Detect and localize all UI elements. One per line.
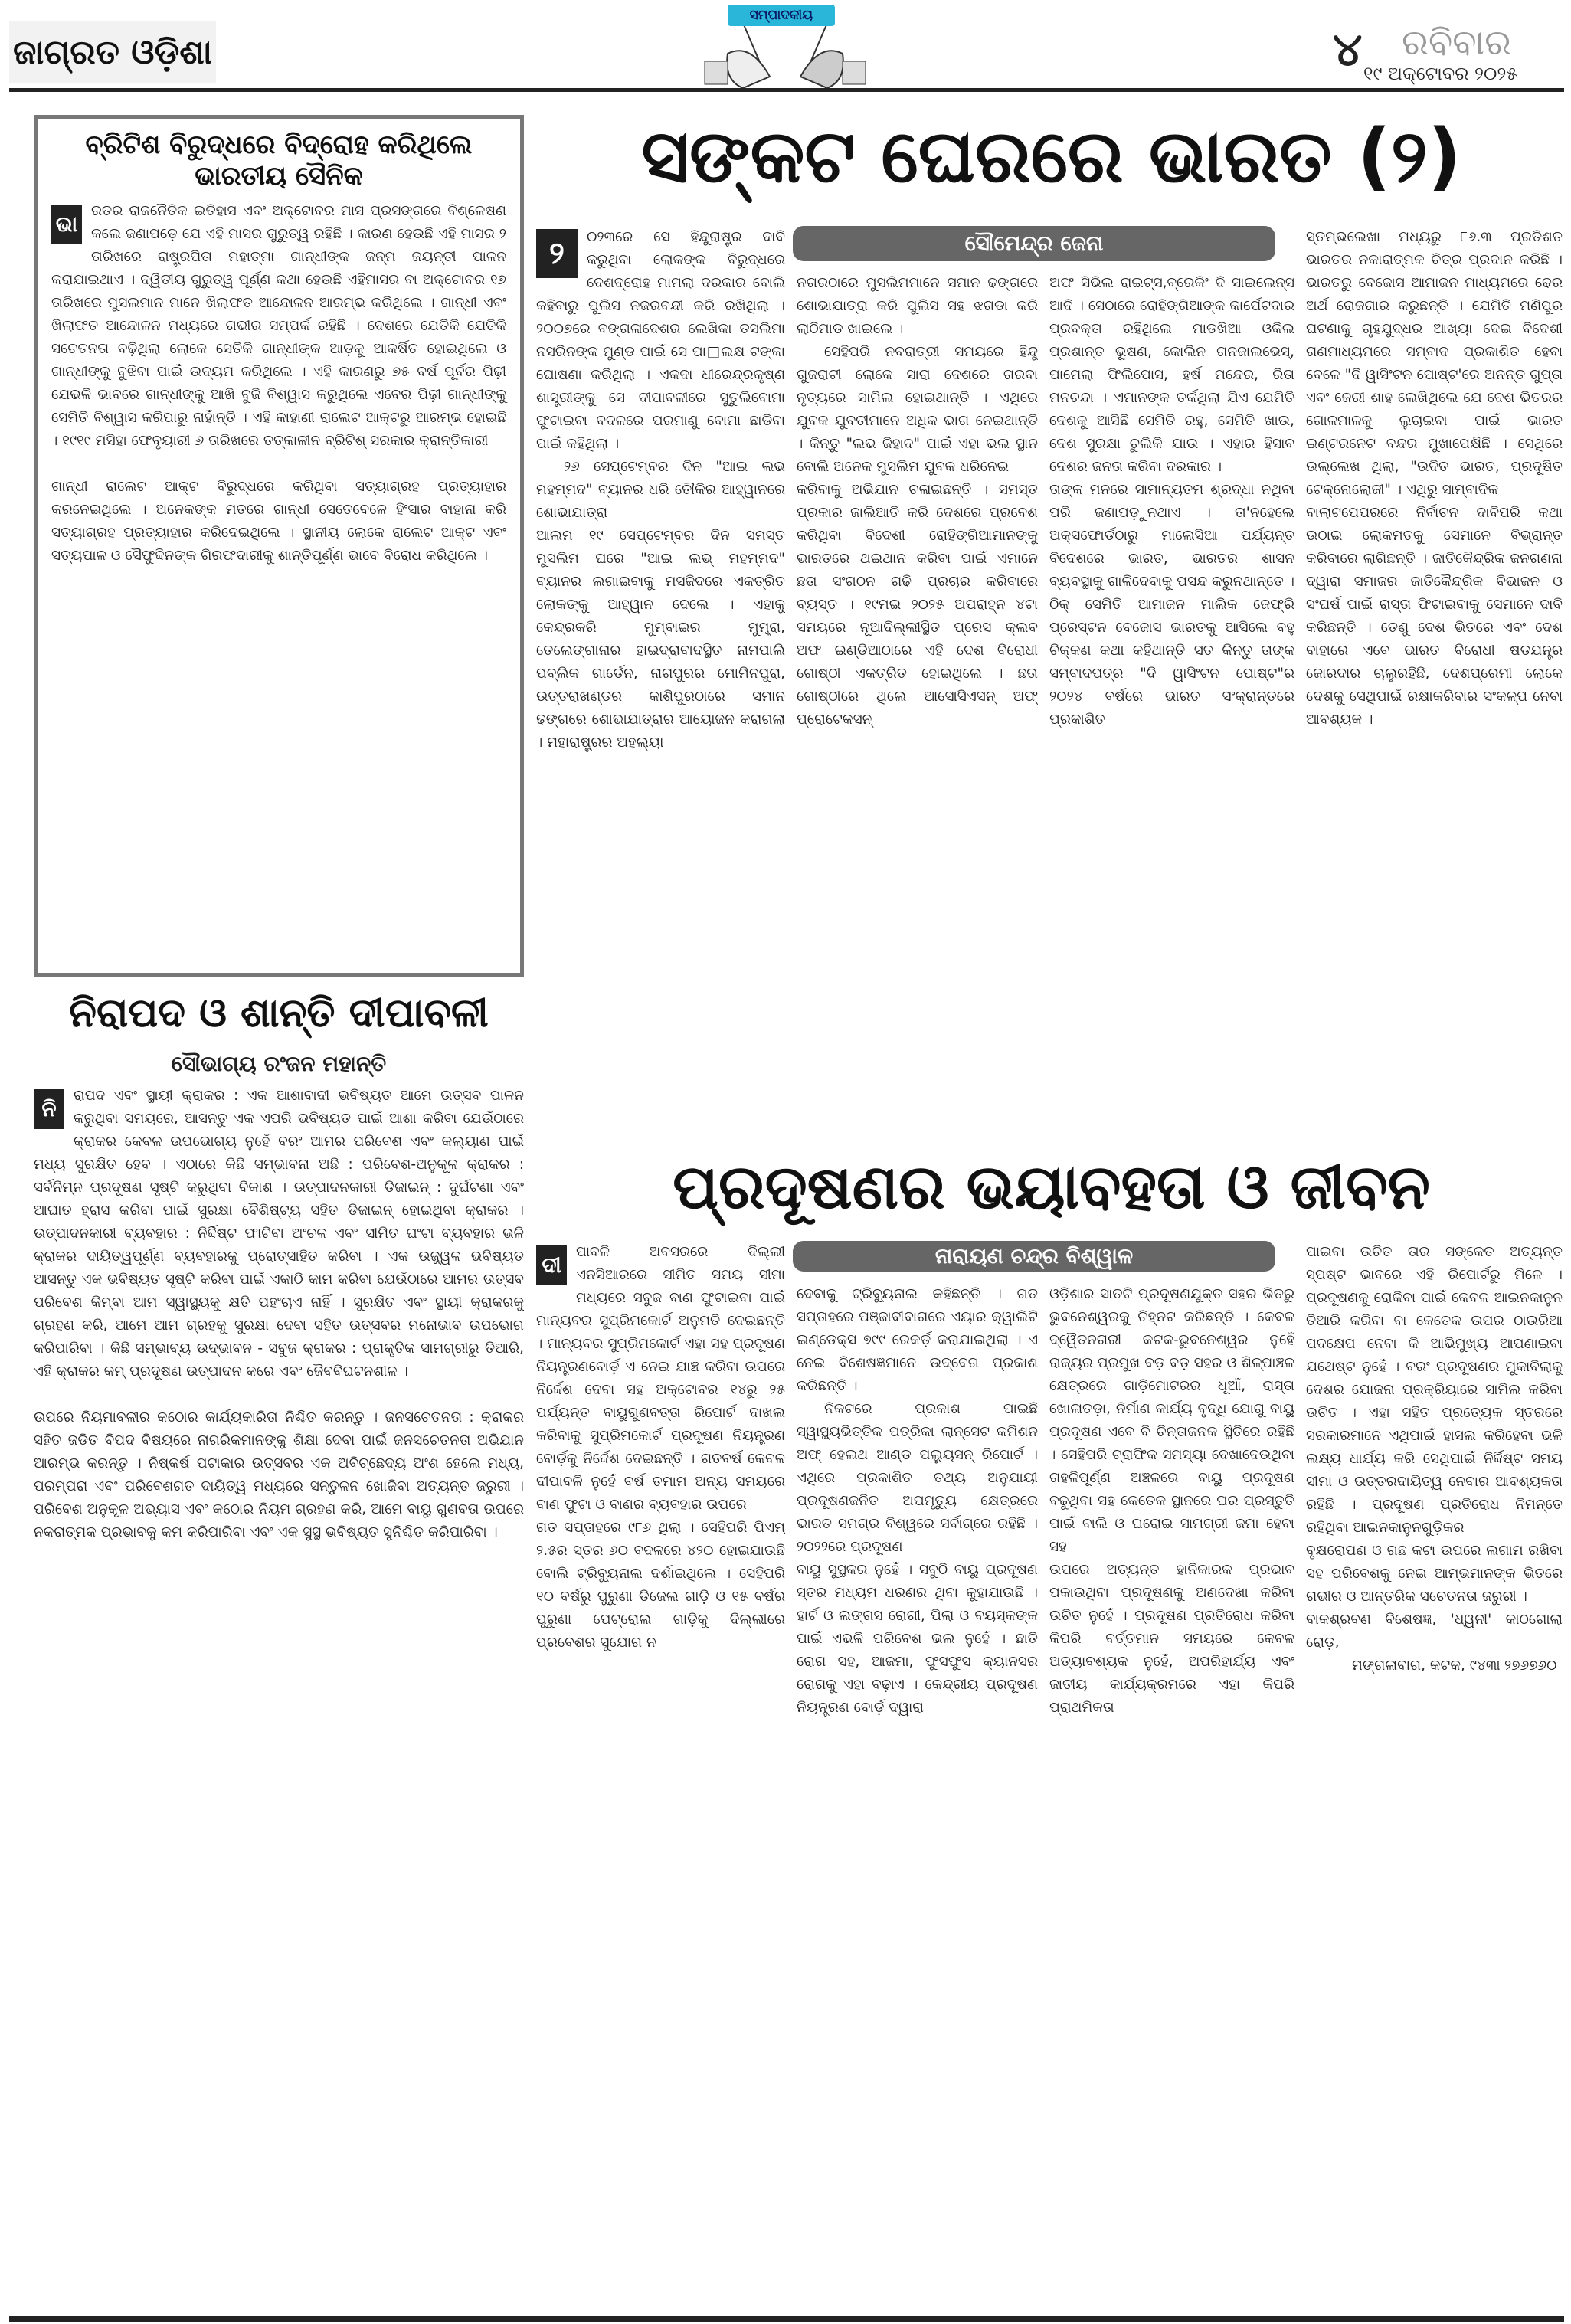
weekday: ରବିବାର: [1402, 21, 1511, 63]
paragraph: କରିବାକୁ ଅଭିଯାନ ଚଳାଇଛନ୍ତି । ସମସ୍ତ ପ୍ରକାର ଜାଲିଆତି କରି ଦେଶରେ ପ୍ରବେଶ କରିଥିବା ବିଦେଶୀ ରୋହିଙ୍ଗିଆମାନଙ୍କୁ ଭାରତରେ ଥଇଥାନ କରିବା ପାଇଁ ଏମାନେ ଛତା ସଂଗଠନ ଗଢି ପ୍ରଚାର କରିବାରେ ବ୍ୟସ୍ତ । ୧୯ମଇ ୨୦୨୫ ଅପରାହ୍ନ ୪ଟା ସମୟରେ ନୂଆଦିଲ୍ଲୀସ୍ଥିତ ପ୍ରେସ କ୍ଲବ ଅଫ ଇଣ୍ଡିଆଠାରେ ଏହି ଦେଶ ବିରୋଧୀ ଗୋଷ୍ଠୀ ଏକତ୍ରିତ ହୋଇଥିଲେ । ଛତା ଗୋଷ୍ଠୀରେ ଥିଲେ ଆସୋସିଏସନ୍ ଅଫ୍ ପ୍ରୋଟେକସନ୍: [797, 482, 1038, 728]
author-address: ମଙ୍ଗଳାବାଗ, କଟକ, ୯୪୩୮୨୭୬୭୬୦: [1352, 1658, 1557, 1674]
page-bottom-rule: [9, 2316, 1564, 2322]
author-note: ବାକଶ୍ରବଣ ବିଶେଷଜ୍ଞ, 'ଧ୍ୱନୀ' କାଠଗୋଲା ରୋଡ଼,: [1306, 1612, 1563, 1651]
paragraph: ପାବଳି ଅବସରରେ ଦିଲ୍ଲୀ ଏନସିଆରରେ ସୀମିତ ସମୟ ସୀମା ମଧ୍ୟରେ ସବୁଜ ବାଣ ଫୁଟାଇବା ପାଇଁ ମାନ୍ୟବର ସୁପ୍ରିମକୋର୍ଟ ଅନୁମତି ଦେଇଛନ୍ତି । ମାନ୍ୟବର ସୁପ୍ରିମକୋର୍ଟ ଏହା ସହ ପ୍ରଦୂଷଣ ନିୟନ୍ତ୍ରଣବୋର୍ଡ଼ ଏ ନେଇ ଯାଞ୍ଚ କରିବା ଉପରେ ନିର୍ଦ୍ଦେଶ ଦେବା ସହ ଅକ୍ଟୋବର ୧୪ରୁ ୨୫ ପର୍ଯ୍ୟନ୍ତ ବାୟୁଗୁଣବତ୍ତା ରିପୋର୍ଟ ଦାଖଲ କରିବାକୁ ସୁପ୍ରିମକୋର୍ଟ ପ୍ରଦୂଷଣ ନିୟନ୍ତ୍ରଣ ବୋର୍ଡ଼କୁ ନିର୍ଦ୍ଦେଶ ଦେଇଛନ୍ତି । ଗତବର୍ଷ କେବଳ ଦୀପାବଳି ନୁହେଁ ବର୍ଷ ତମାମ ଅନ୍ୟ ସମୟରେ ବାଣ ଫୁଟା ଓ ବାଣର ବ୍ୟବହାର ଉପରେ: [536, 1244, 785, 1513]
column-3: [1049, 272, 1294, 1126]
paragraph: ନଗରଠାରେ ମୁସଲିମମାନେ ସମାନ ଢଙ୍ଗରେ ଶୋଭାଯାତ୍ରା କରି ପୁଲିସ ସହ ଝଗଡା କରି ଲାଠିମାଡ ଖାଇଲେ ।: [797, 275, 1038, 337]
paragraph: ଓଡ଼ିଶାର ସାତଟି ପ୍ରଦୂଷଣଯୁକ୍ତ ସହର ଭିତରୁ ଭୁବନେଶ୍ୱରକୁ ଚିହ୍ନଟ କରିଛନ୍ତି । କେବଳ ଦ୍ୱୈତନଗରୀ କଟକ-ଭୁବନେଶ୍ୱର ନୁହେଁ ରାଜ୍ୟର ପ୍ରମୁଖ ବଡ଼ ବଡ଼ ସହର ଓ ଶିଳ୍ପାଞ୍ଚଳ କ୍ଷେତ୍ରରେ ଗାଡ଼ିମୋଟରର ଧୂଆଁ, ରାସ୍ତା ଖୋଳାତଡ଼ା, ନିର୍ମାଣ କାର୍ଯ୍ୟ ବୃଦ୍ଧି ଯୋଗୁ ବାୟୁ ପ୍ରଦୂଷଣ ଏବେ ବି ଚିନ୍ତାଜନକ ସ୍ଥିତିରେ ରହିଛି । ସେହିପରି ଟ୍ରାଫିକ ସମସ୍ୟା ଦେଖାଦେଉଥିବା ଗହଳିପୂର୍ଣ୍ଣ ଅଞ୍ଚଳରେ ବାୟୁ ପ୍ରଦୂଷଣ ବଢୁଥିବା ସହ କେତେକ ସ୍ଥାନରେ ଘର ପ୍ରସ୍ତୁତି ପାଇଁ ବାଲି ଓ ଘରୋଇ ସାମଗ୍ରୀ ଜମା ହେବା ସହ: [1049, 1286, 1294, 1555]
masthead: [0, 0, 1571, 90]
paragraph: ନିକଟରେ ପ୍ରକାଶ ପାଇଛି ସ୍ୱାସ୍ଥ୍ୟଭିତ୍ତିକ ପତ୍ରିକା ଲାନ୍‌ସେଟ କମିଶନ ଅଫ୍ ହେଲଥ ଆଣ୍ଡ ପଲ୍ୟୁସନ୍ ରିପୋର୍ଟ । ଏଥିରେ ପ୍ରକାଶିତ ତଥ୍ୟ ଅନୁଯାୟୀ ପ୍ରଦୂଷଣଜନିତ ଅପମୃତ୍ୟୁ କ୍ଷେତ୍ରରେ ଭାରତ ସମଗ୍ର ବିଶ୍ୱରେ ସର୍ବାଗ୍ରେ ରହିଛି । ୨୦୨୨ରେ ପ୍ରଦୂଷଣ: [797, 1401, 1038, 1555]
article-body: [51, 200, 506, 568]
headline-band: [536, 1141, 1566, 1233]
column-4: [1306, 1241, 1563, 2313]
issue-date: ୧୯ ଅକ୍ଟୋବର ୨୦୨୫: [1363, 63, 1518, 84]
article-ending: ଗାନ୍ଧୀ ରାଲେଟ ଆକ୍ଟ ବିରୁଦ୍ଧରେ କରିଥିବା ସତ୍ୟାଗ୍ରହ ପ୍ରତ୍ୟାହାର କରନେଇଥିଲେ । ଅନେକଙ୍କ ମତରେ ଗାନ୍ଧୀ ସେତେବେଳେ ହିଂସାର ବାହାନା କରି ସତ୍ୟାଗ୍ରହ ପ୍ରତ୍ୟାହାର କରିଦେଇଥିଲେ । ସ୍ଥାନୀୟ ଲୋକେ ରାଲେଟ ଆକ୍ଟ ଏବଂ ସତ୍ୟପାଳ ଓ ସୈଫୁଦ୍ଦିନଙ୍କ ଗିରଫଦାରୀକୁ ଶାନ୍ତିପୂର୍ଣ୍ଣ ଭାବେ ବିରୋଧ କରିଥିଲେ ।: [51, 478, 506, 564]
dropcap: ନି: [34, 1089, 64, 1129]
paragraph: ଆଲମ ୧୯ ସେପ୍ଟେମ୍ବର ଦିନ ସମସ୍ତ ମୁସଲିମ ଘରେ "ଆଇ ଲଭ୍ ମହମ୍ମଦ" ବ୍ୟାନର ଲଗାଇବାକୁ ମସଜିଦରେ ଏକତ୍ରିତ ଲୋକଙ୍କୁ ଆହ୍ୱାନ ଦେଲେ । ଏହାକୁ କେନ୍ଦ୍ରକରି ମୁମ୍ବାଇର ମୁମ୍ବ୍ରା, ତେଲେଙ୍ଗାନାର ହାଇଦ୍ରାବାଦସ୍ଥିତ ନାମପାଲି ପବ୍ଲିକ ଗାର୍ଡେନ, ନାଗପୁରର ମୋମିନପୁରା, ଉତ୍ତରାଖଣ୍ଡର କାଶିପୁରଠାରେ ସମାନ ଢଙ୍ଗରେ ଶୋଭାଯାତ୍ରାର ଆୟୋଜନ କରାଗଲା । ମହାରାଷ୍ଟ୍ରର ଅହଲ୍ୟା: [536, 528, 785, 751]
paragraph: ଦେବାକୁ ଟ୍ରିବ୍ୟୁନାଲ କହିଛନ୍ତି । ଗତ ସପ୍ତାହରେ ପଞ୍ଜାବୀବାଗରେ ଏୟାର କ୍ୱାଲିଟି ଇଣ୍ଡେକ୍ସ ୭୯୯ ରେକର୍ଡ଼ କରାଯାଇଥିଲା । ଏ ନେଇ ବିଶେଷଜ୍ଞମାନେ ଉଦ୍‌ବେଗ ପ୍ରକାଶ କରିଛନ୍ତି ।: [797, 1286, 1038, 1394]
article-body: [34, 1085, 524, 1544]
author-byline: ନାରାୟଣ ଚନ୍ଦ୍ର ବିଶ୍ୱାଳ: [793, 1241, 1275, 1272]
paragraph: ଗତ ସପ୍ତାହରେ ୯୮୬ ଥିଲା । ସେହିପରି ପିଏମ୍ ୨.୫ର ସ୍ତର ୬୦ ବଦଳରେ ୪୨୦ ହୋଇଯାଉଛି ବୋଲି ଟ୍ରିବ୍ୟୁନାଲ ଦର୍ଶାଇଥିଲେ । ସେହିପରି ୧୦ ବର୍ଷରୁ ପୁରୁଣା ଡିଜେଲ ଗାଡ଼ି ଓ ୧୫ ବର୍ଷର ପୁରୁଣା ପେଟ୍ରୋଲ ଗାଡ଼ିକୁ ଦିଲ୍ଲୀରେ ପ୍ରବେଶର ସୁଯୋଗ ନ: [536, 1520, 785, 1651]
paragraph: ଉପରେ ଅତ୍ୟନ୍ତ ହାନିକାରକ ପ୍ରଭାବ ପକାଉଥିବା ପ୍ରଦୂଷଣକୁ ଅଣଦେଖା କରିବା ଉଚିତ ନୁହେଁ । ପ୍ରଦୂଷଣ ପ୍ରତିରୋଧ କରିବା କିପରି ବର୍ତ୍ତମାନ ସମୟରେ କେବଳ ଅତ୍ୟାବଶ୍ୟକ ନୁହେଁ, ଅପରିହାର୍ଯ୍ୟ ଏବଂ ଜାତୀୟ କାର୍ଯ୍ୟକ୍ରମରେ ଏହା କିପରି ପ୍ରାଥମିକତା: [1049, 1562, 1294, 1716]
editorial-emblem: [659, 0, 912, 92]
masthead-rule: [9, 88, 1564, 92]
article-india-in-crisis: [536, 100, 1566, 1126]
article-ending: ଉପରେ ନିୟମାବଳୀର କଠୋର କାର୍ଯ୍ୟକାରିତା ନିଶ୍ଚିତ କରନ୍ତୁ । ଜନସଚେତନତା : କ୍ରାକର ସହିତ ଜଡିତ ବିପଦ ବିଷୟରେ ନାଗରିକମାନଙ୍କୁ ଶିକ୍ଷା ଦେବା ପାଇଁ ଜନସଚେତନତା ଅଭିଯାନ ଆରମ୍ଭ କରନ୍ତୁ । ନିଷ୍କର୍ଷ ପଟାକାର ଉତ୍ସବର ଏକ ଅବିଚ୍ଛେଦ୍ୟ ଅଂଶ ହେଲେ ମଧ୍ୟ, ପରମ୍ପରା ଏବଂ ପରିବେଶଗତ ଦାୟିତ୍ୱ ମଧ୍ୟରେ ସନ୍ତୁଳନ ଖୋଜିବା ଅତ୍ୟନ୍ତ ଜରୁରୀ । ପରିବେଶ ଅନୁକୂଳ ଅଭ୍ୟାସ ଏବଂ କଠୋର ନିୟମ ଗ୍ରହଣ କରି, ଆମେ ବାୟୁ ଗୁଣବତା ଉପରେ ନକରାତ୍ମକ ପ୍ରଭାବକୁ କମ କରିପାରିବା ଏବଂ ଏକ ସୁସ୍ଥ ଭବିଷ୍ୟତ ସୁନିଶ୍ଚିତ କରିପାରିବା ।: [34, 1409, 524, 1540]
column-2: [797, 272, 1038, 1126]
article-headline: ବ୍ରିଟିଶ ବିରୁଦ୍ଧରେ ବିଦ୍ରୋହ କରିଥିଲେ ଭାରତୀୟ ସୈନିକ: [85, 129, 473, 191]
paragraph: ସ୍ତମ୍ଭଲେଖା ମଧ୍ୟରୁ ୮୬.୩ ପ୍ରତିଶତ ଭାରତର ନକାରାତ୍ମକ ଚିତ୍ର ପ୍ରଦାନ କରିଛି । ଭାରତରୁ ବେଜୋସ ଆମାଜନ ମାଧ୍ୟମରେ ଢେର ଅର୍ଥ ରୋଜଗାର କରୁଛନ୍ତି । ଯେମିତି ମଣିପୁର ଘଟଣାକୁ ଗୃହଯୁଦ୍ଧର ଆଖ୍ୟା ଦେଇ ବିଦେଶୀ ଗଣମାଧ୍ୟମରେ ସମ୍ବାଦ ପ୍ରକାଶିତ ହେବା ବେଳେ "ଦି ୱାସିଂଟନ ପୋଷ୍ଟ'ରେ ଅନନ୍ତ ଗୁପ୍ତା ଏବଂ ଜେରୀ ଶାହ ଲେଖିଥିଲେ ଯେ ଦେଶ ଭିତରର ଗୋଳମାଳକୁ ଲୁଚାଇବା ପାଇଁ ଭାରତ ଇଣ୍ଟରନେଟ ବନ୍ଦର ମୁଖାପେକ୍ଷିଛି । ସେଥିରେ ଉଲ୍ଲେଖ ଥିଲା, "ଉଦିତ ଭାରତ, ପ୍ରଦୂଷିତ ଟେକ୍ନୋଲୋଜୀ" । ଏଥିରୁ ସାମ୍ବାଦିକ: [1306, 229, 1563, 498]
paragraph: ବୃକ୍ଷରୋପଣ ଓ ଗଛ କଟା ଉପରେ ଲଗାମ ରଖିବା ସହ ପରିବେଶକୁ ନେଇ ଆମ୍ଭମାନଙ୍କ ଭିତରେ ଗଭୀର ଓ ଆନ୍ତରିକ ସଚେତନତା ଜରୁରୀ ।: [1306, 1543, 1563, 1605]
paragraph: ବାଲାଟପେପରରେ ନିର୍ବାଚନ ଦାବିପରି କଥା ଉଠାଇ ଲୋକମତକୁ ସେମାନେ ବିଭ୍ରାନ୍ତ କରିବାରେ ଲାଗିଛନ୍ତି । ଜାତିକୈନ୍ଦ୍ରିକ ଜନଗଣନା ଦ୍ୱାରା ସମାଜର ଜାତିକୈନ୍ଦ୍ରିକ ବିଭାଜନ ଓ ସଂଘର୍ଷ ପାଇଁ ରାସ୍ତା ଫିଟାଇବାକୁ ସେମାନେ ଦାବି କରିଛନ୍ତି । ତେଣୁ ଦେଶ ଭିତରେ ଏବଂ ଦେଶ ବାହାରେ ଏବେ ଭାରତ ବିରୋଧୀ ଷଡଯନ୍ତ୍ର ଜୋରଦାର ଚାଲୁରହିଛି, ଦେଶପ୍ରେମୀ ଲୋକେ ଦେଶକୁ ସେଥିପାଇଁ ରକ୍ଷାକରିବାର ସଂକଳ୍ପ ନେବା ଆବଶ୍ୟକ ।: [1306, 505, 1563, 728]
newspaper-logo: ଜାଗ୍ରତ ଓଡ଼ିଶା: [9, 21, 216, 83]
headline-band: [536, 100, 1566, 214]
column-1: [536, 1241, 785, 2313]
paragraph: ତାଙ୍କ ମନରେ ସାମାନ୍ୟତମ ଶ୍ରଦ୍ଧା ନଥିବା ପରି ଜଣାପଡ଼ୁନଥାଏ । ତା'ନହେଲେ ଅକ୍ସଫୋର୍ଡଠାରୁ ମାଲେସିଆ ପର୍ଯ୍ୟନ୍ତ ବିଦେଶରେ ଭାରତ, ଭାରତର ଶାସନ ବ୍ୟବସ୍ଥାକୁ ଗାଳିଦେବାକୁ ପସନ୍ଦ କରୁନଥାନ୍ତେ । ଠିକ୍ ସେମିତି ଆମାଜନ ମାଲିକ ଜେଫ୍ରି ପ୍ରେସ୍ଟନ ବେଜୋସ ଭାରତକୁ ଆସିଲେ ବହୁ ଚିକ୍କଣ କଥା କହିଥାନ୍ତି ସତ କିନ୍ତୁ ତାଙ୍କ ସମ୍ବାଦପତ୍ର "ଦି ୱାସିଂଟନ ପୋଷ୍ଟ"ର ୨୦୨୪ ବର୍ଷରେ ଭାରତ ସଂକ୍ରାନ୍ତରେ ପ୍ରକାଶିତ: [1049, 482, 1294, 728]
article-headline: ସଙ୍କଟ ଘେରରେ ଭାରତ (୨): [641, 113, 1461, 200]
article-text: ରତର ରାଜନୈତିକ ଇତିହାସ ଏବଂ ଅକ୍ଟୋବର ମାସ ପ୍ରସଙ୍ଗରେ ବିଶ୍ଳେଷଣ କଲେ ଜଣାପଡ଼େ ଯେ ଏହି ମାସର ଗୁରୁତ୍ୱ ରହିଛି । କାରଣ ହେଉଛି ଏହି ମାସର ୨ ତାରିଖରେ ରାଷ୍ଟ୍ରପିତା ମହାତ୍ମା ଗାନ୍ଧୀଙ୍କ ଜନ୍ମ ଜୟନ୍ତୀ ପାଳନ କରାଯାଇଥାଏ । ଦ୍ୱିତୀୟ ଗୁରୁତ୍ୱ ପୂର୍ଣ୍ଣ କଥା ହେଉଛି ଏହିମାସର ବା ଅକ୍ଟୋବର ୧୭ ତାରିଖରେ ମୁସଲମାନ ମାନେ ଖିଲାଫତ ଆନ୍ଦୋଳନ ଆରମ୍ଭ କରିଥିଲେ । ଗାନ୍ଧୀ ଏବଂ ଖିଲାଫତ ଆନ୍ଦୋଳନ ମଧ୍ୟରେ ଗଭୀର ସମ୍ପର୍କ ରହିଛି । ଦେଶରେ ଯେତିକି ଯେତିକି ସଚେତନତା ବଢ଼ିଥିଲା ଲୋକେ ସେତିକି ଗାନ୍ଧୀଙ୍କ ଆଡ଼କୁ ଆକର୍ଷିତ ହୋଇଥିଲେ ଓ ଗାନ୍ଧୀଙ୍କୁ ବୁଝିବା ପାଇଁ ଉଦ୍ୟମ କରିଥିଲେ । ଏହି କାରଣରୁ ୭୫ ବର୍ଷ ପୂର୍ବର ପିଢ଼ୀ ଯେଭଳି ଭାବରେ ଗାନ୍ଧୀଙ୍କୁ ଆଖି ବୁଜି ବିଶ୍ୱାସ କରୁଥିଲେ ଏବେର ପିଢ଼ୀ ଗାନ୍ଧୀଙ୍କୁ ସେମିତି ବିଶ୍ୱାସ କରିପାରୁ ନାହାଁନ୍ତି । ଏହି କାହାଣୀ ରାଲେଟ ଆକ୍ଟରୁ ଆରମ୍ଭ ହୋଇଛି । ୧୯୧୯ ମସିହା ଫେବୃୟାରୀ ୬ ତାରିଖରେ ତତ୍କାଳୀନ ବ୍ରିଟିଶ୍ ସରକାର କ୍ରାନ୍ତିକାରୀ: [51, 202, 506, 449]
paragraph: ୦୨୩ରେ ସେ ହିନ୍ଦୁରାଷ୍ଟ୍ର ଦାବି କରୁଥିବା ଲୋକଙ୍କ ବିରୁଦ୍ଧରେ ଦେଶଦ୍ରୋହ ମାମଲା ଦରକାର ବୋଲି କହିବାରୁ ପୁଲିସ ନଜରବନ୍ଦୀ କରି ରଖିଥିଲା । ୨୦୦୭ରେ ବଙ୍ଗଳାଦେଶର ଲେଖିକା ତସଲିମା ନସରିନଙ୍କ ମୁଣ୍ଡ ପାଇଁ ସେ ପା□ଲକ୍ଷ ଟଙ୍କା ଘୋଷଣା କରିଥିଲା । ଏକଦା ଧୀରେନ୍ଦ୍ରକୃଷ୍ଣ ଶାସ୍ତ୍ରୀଙ୍କୁ ସେ ଦୀପାବଳୀରେ ସୁତୁଲିବୋମା ଫୁଟାଇବା ବଦଳରେ ପରମାଣୁ ବୋମା ଛାଡିବା ପାଇଁ କହିଥିଲା ।: [536, 229, 785, 452]
article-safe-diwali: [34, 988, 524, 2313]
dropcap: ଦୀ: [536, 1245, 567, 1285]
dropcap: ୨: [536, 229, 578, 278]
dropcap: ଭା: [51, 205, 82, 244]
page-number: ୪: [1333, 23, 1363, 77]
paragraph: ବାୟୁ ସୁସ୍ଥକର ନୁହେଁ । ସବୁଠି ବାୟୁ ପ୍ରଦୂଷଣ ସ୍ତର ମଧ୍ୟମ ଧରଣର ଥିବା କୁହାଯାଉଛି । ହାର୍ଟ ଓ ଲଙ୍ଗସ ରୋଗୀ, ପିଲା ଓ ବୟସ୍କଙ୍କ ପାଇଁ ଏଭଳି ପରିବେଶ ଭଲ ନୁହେଁ । ଛାତି ରୋଗ ସହ, ଆଜମା, ଫୁସଫୁସ କ୍ୟାନସର ରୋଗକୁ ଏହା ବଢ଼ାଏ । କେନ୍ଦ୍ରୀୟ ପ୍ରଦୂଷଣ ନିୟନ୍ତ୍ରଣ ବୋର୍ଡ଼ ଦ୍ୱାରା: [797, 1562, 1038, 1716]
column-3: [1049, 1283, 1294, 2313]
column-4: [1306, 226, 1563, 1126]
article-headline: ପ୍ରଦୂଷଣର ଭୟାବହତା ଓ ଜୀବନ: [673, 1151, 1430, 1223]
paragraph: ଅଫ ସିଭିଲ ରାଇଟ୍ସ,ବ୍ରେକିଂ ଦି ସାଇଲେନ୍ସ ଆଦି । ସେଠାରେ ରୋହିଙ୍ଗିଆଙ୍କ କାର୍ପେଟଦାର ପ୍ରବକ୍ତା ରହିଥିଲେ ମାଡଖିଆ ଓକିଲ ପ୍ରଶାନ୍ତ ଭୂଷଣ, କୋଲିନ ଗନଜାଲଭେସ୍, ପାମେଲା ଫିଲିପୋସ, ହର୍ଷ ମନ୍ଦେର, ରିତା ମନଚନ୍ଦା । ଏମାନଙ୍କ ତର୍କଥିଲା ଯିଏ ଯେମିତି ଦେଶକୁ ଆସିଛି ସେମିତି ରହୁ, ସେମିତି ଖାଉ, ଦେଶ ସୁରକ୍ଷା ଚୁଲିକି ଯାଉ । ଏହାର ହିସାବ ଦେଶର ଜନତା କରିବା ଦରକାର ।: [1049, 275, 1294, 475]
article-author: ସୌଭାଗ୍ୟ ରଂଜନ ମହାନ୍ତି: [171, 1050, 387, 1076]
column-2: [797, 1283, 1038, 2313]
paragraph: ୨୬ ସେପ୍ଟେମ୍ବର ଦିନ "ଆଇ ଲଭ ମହମ୍ମଦ" ବ୍ୟାନର ଧରି ତୌକିର ଆହ୍ୱାନରେ ଶୋଭାଯାତ୍ରା: [536, 459, 785, 521]
article-pollution-and-life: [536, 1141, 1566, 2313]
article-british-mutiny: [34, 115, 524, 977]
article-headline: ନିରାପଦ ଓ ଶାନ୍ତି ଦୀପାବଳୀ: [69, 990, 489, 1036]
column-1: [536, 226, 785, 1126]
paragraph: ସେହିପରି ନବରାତ୍ରୀ ସମୟରେ ହିନ୍ଦୁ ଗୁଜରାଟୀ ଲୋକେ ସାରା ଦେଶରେ ଗରବା ନୃତ୍ୟରେ ସାମିଲ ହୋଇଥାନ୍ତି । ଏଥିରେ ଯୁବକ ଯୁବତୀମାନେ ଅଧିକ ଭାଗ ନେଇଥାନ୍ତି । କିନ୍ତୁ "ଲଭ ଜିହାଦ" ପାଇଁ ଏହା ଭଲ ସ୍ଥାନ ବୋଲି ଅନେକ ମୁସଲିମ ଯୁବକ ଧରିନେଇ: [797, 344, 1038, 475]
author-byline: ସୌମେନ୍ଦ୍ର ଜେନା: [793, 226, 1275, 261]
section-label: ସମ୍ପାଦକୀୟ: [728, 5, 835, 26]
article-text: ରାପଦ ଏବଂ ସ୍ଥାୟୀ କ୍ରାକର : ଏକ ଆଶାବାଦୀ ଭବିଷ୍ୟତ ଆମେ ଉତ୍ସବ ପାଳନ କରୁଥିବା ସମୟରେ, ଆସନ୍ତୁ ଏକ ଏପରି ଭବିଷ୍ୟତ ପାଇଁ ଆଶା କରିବା ଯେଉଁଠାରେ କ୍ରାକର କେବଳ ଉପଭୋଗ୍ୟ ନୁହେଁ ବରଂ ଆମର ପରିବେଶ ଏବଂ କଲ୍ୟାଣ ପାଇଁ ମଧ୍ୟ ସୁରକ୍ଷିତ ହେବ । ଏଠାରେ କିଛି ସମ୍ଭାବନା ଅଛି : ପରିବେଶ-ଅନୁକୂଳ କ୍ରାକର : ସର୍ବନିମ୍ନ ପ୍ରଦୂଷଣ ସୃଷ୍ଟି କରୁଥିବା ବିକାଶ । ଉତ୍ପାଦନକାରୀ ଡିଜାଇନ୍ : ଦୁର୍ଘଟଣା ଏବଂ ଆଘାତ ହ୍ରାସ କରିବା ପାଇଁ ସୁରକ୍ଷା ବୈଶିଷ୍ଟ୍ୟ ସହିତ ଡିଜାଇନ୍ ହୋଇଥିବା କ୍ରାକର । ଉତ୍ପାଦନକାରୀ ବ୍ୟବହାର : ନିର୍ଦ୍ଦିଷ୍ଟ ଫାଟିବା ଅଂଚଳ ଏବଂ ସୀମିତ ଘଂଟା ବ୍ୟବହାର ଭଳି କ୍ରାକର ଦାୟିତ୍ୱପୂର୍ଣ୍ଣ ବ୍ୟବହାରକୁ ପ୍ରୋତ୍ସାହିତ କରିବା । ଏକ ଉଜ୍ଜ୍ୱଳ ଭବିଷ୍ୟତ ଆସନ୍ତୁ ଏକ ଭବିଷ୍ୟତ ସୃଷ୍ଟି କରିବା ପାଇଁ ଏକାଠି କାମ କରିବା ଯେଉଁଠାରେ ଆମର ଉତ୍ସବ ପରିବେଶ କିମ୍ବା ଆମ ସ୍ୱାସ୍ଥ୍ୟକୁ କ୍ଷତି ପହଂଚାଏ ନାହିଁ । ସୁରକ୍ଷିତ ଏବଂ ସ୍ଥାୟୀ କ୍ରାକରକୁ ଗ୍ରହଣ କରି, ଆମେ ଆମ ଗ୍ରହକୁ ସୁରକ୍ଷା ଦେବା ସହିତ ଉତ୍ସବର ମନୋଭାବ ଉପଭୋଗ କରିପାରିବା । କିଛି ସମ୍ଭାବ୍ୟ ଉଦ୍ଭାବନ - ସବୁଜ କ୍ରାକର : ପ୍ରାକୃତିକ ସାମଗ୍ରୀରୁ ତିଆରି, ଏହି କ୍ରାକର କମ୍ ପ୍ରଦୂଷଣ ଉତ୍ପାଦନ କରେ ଏବଂ ଜୈବବିଘଟନଶୀଳ ।: [34, 1087, 524, 1380]
paragraph: ପାଇବା ଉଚିତ ତାର ସଙ୍କେତ ଅତ୍ୟନ୍ତ ସ୍ପଷ୍ଟ ଭାବରେ ଏହି ରିପୋର୍ଟରୁ ମିଳେ । ପ୍ରଦୂଷଣକୁ ରୋକିବା ପାଇଁ କେବଳ ଆଇନକାନୁନ ତିଆରି କରିବା ବା କେତେକ ଉପର ଠାଉରିଆ ପଦକ୍ଷେପ ନେବା କି ଆଭିମୁଖ୍ୟ ଆପଣାଇବା ଯଥେଷ୍ଟ ନୁହେଁ । ବରଂ ପ୍ରଦୂଷଣର ମୁକାବିଲାକୁ ଦେଶର ଯୋଜନା ପ୍ରକ୍ରିୟାରେ ସାମିଲ କରିବା ଉଚିତ । ଏହା ସହିତ ପ୍ରତ୍ୟେକ ସ୍ତରରେ ସରକାରମାନେ ଏଥିପାଇଁ ହାସଲ କରିହେବା ଭଳି ଲକ୍ଷ୍ୟ ଧାର୍ଯ୍ୟ କରି ସେଥିପାଇଁ ନିର୍ଦ୍ଦିଷ୍ଟ ସମୟ ସୀମା ଓ ଉତ୍ତରଦାୟିତ୍ୱ ନେବାର ଆବଶ୍ୟକତା ରହିଛି । ପ୍ରଦୂଷଣ ପ୍ରତିରୋଧ ନିମନ୍ତେ ରହିଥିବା ଆଇନକାନୁନଗୁଡ଼ିକର: [1306, 1244, 1563, 1536]
